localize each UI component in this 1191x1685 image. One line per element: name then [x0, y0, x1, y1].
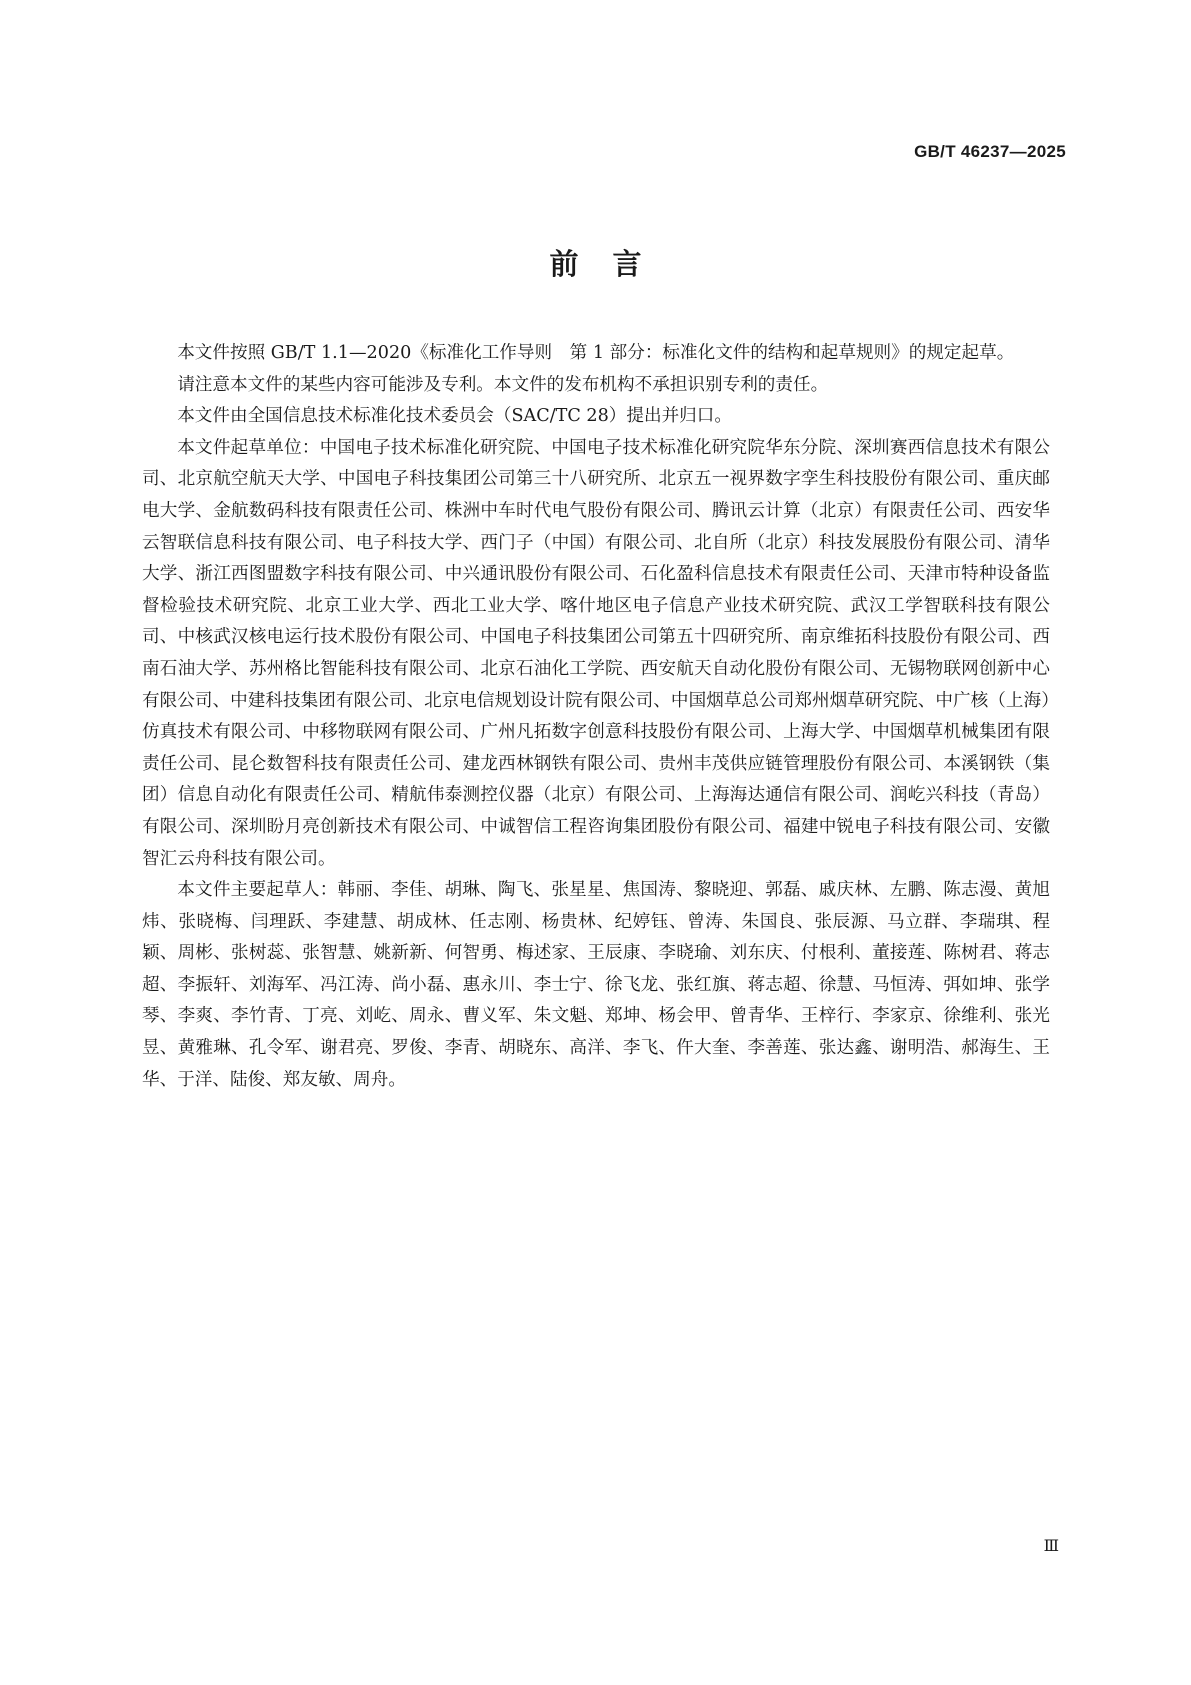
- foreword-body: [142, 338, 1050, 1096]
- page-title: 前言: [549, 247, 676, 281]
- page-number: Ⅲ: [1043, 1538, 1059, 1555]
- paragraph-drafting-units: 本文件起草单位：中国电子技术标准化研究院、中国电子技术标准化研究院华东分院、深圳赛西信息技术有限公司、北京航空航天大学、中国电子科技集团公司第三十八研究所、北京五一视界数字孪生科技股份有限公司、重庆邮电大学、金航数码科技有限责任公司、株洲中车时代电气股份有限公司、腾讯云计算（北京）有限责任公司、西安华云智联信息科技有限公司、电子科技大学、西门子（中国）有限公司、北自所（北京）科技发展股份有限公司、清华大学、浙江西图盟数字科技有限公司、中兴通讯股份有限公司、石化盈科信息技术有限责任公司、天津市特种设备监督检验技术研究院、北京工业大学、西北工业大学、喀什地区电子信息产业技术研究院、武汉工学智联科技有限公司、中核武汉核电运行技术股份有限公司、中国电子科技集团公司第五十四研究所、南京维拓科技股份有限公司、西南石油大学、苏州格比智能科技有限公司、北京石油化工学院、西安航天自动化股份有限公司、无锡物联网创新中心有限公司、中建科技集团有限公司、北京电信规划设计院有限公司、中国烟草总公司郑州烟草研究院、中广核（上海）仿真技术有限公司、中移物联网有限公司、广州凡拓数字创意科技股份有限公司、上海大学、中国烟草机械集团有限责任公司、昆仑数智科技有限责任公司、建龙西林钢铁有限公司、贵州丰茂供应链管理股份有限公司、本溪钢铁（集团）信息自动化有限责任公司、精航伟泰测控仪器（北京）有限公司、上海海达通信有限公司、润屹兴科技（青岛）有限公司、深圳盼月亮创新技术有限公司、中诚智信工程咨询集团股份有限公司、福建中锐电子科技有限公司、安徽智汇云舟科技有限公司。: [142, 437, 1050, 869]
- paragraph-drafters: 本文件主要起草人：韩丽、李佳、胡琳、陶飞、张星星、焦国涛、黎晓迎、郭磊、戚庆林、左鹏、陈志漫、黄旭炜、张晓梅、闫理跃、李建慧、胡成林、任志刚、杨贵林、纪婷钰、曾涛、朱国良、张辰源、马立群、李瑞琪、程颖、周彬、张树蕊、张智慧、姚新新、何智勇、梅述家、王辰康、李晓瑜、刘东庆、付根利、董接莲、陈树君、蒋志超、李振轩、刘海军、冯江涛、尚小磊、惠永川、李士宁、徐飞龙、张红旗、蒋志超、徐慧、马恒涛、弭如坤、张学琴、李爽、李竹青、丁亮、刘屹、周永、曹义军、朱文魁、郑坤、杨会甲、曾青华、王梓行、李家京、徐维利、张光昱、黄雅琳、孔令军、谢君亮、罗俊、李青、胡晓东、高洋、李飞、仵大奎、李善莲、张达鑫、谢明浩、郝海生、王华、于洋、陆俊、郑友敏、周舟。: [142, 880, 1050, 1090]
- standard-number: GB/T 46237—2025: [914, 142, 1066, 161]
- paragraph-proposer: 本文件由全国信息技术标准化技术委员会（SAC/TC 28）提出并归口。: [177, 406, 732, 427]
- paragraph-patent-notice: 请注意本文件的某些内容可能涉及专利。本文件的发布机构不承担识别专利的责任。: [177, 374, 829, 395]
- paragraph-drafting-rules: 本文件按照 GB/T 1.1—2020《标准化工作导则 第 1 部分：标准化文件的结构和起草规则》的规定起草。: [177, 343, 1015, 363]
